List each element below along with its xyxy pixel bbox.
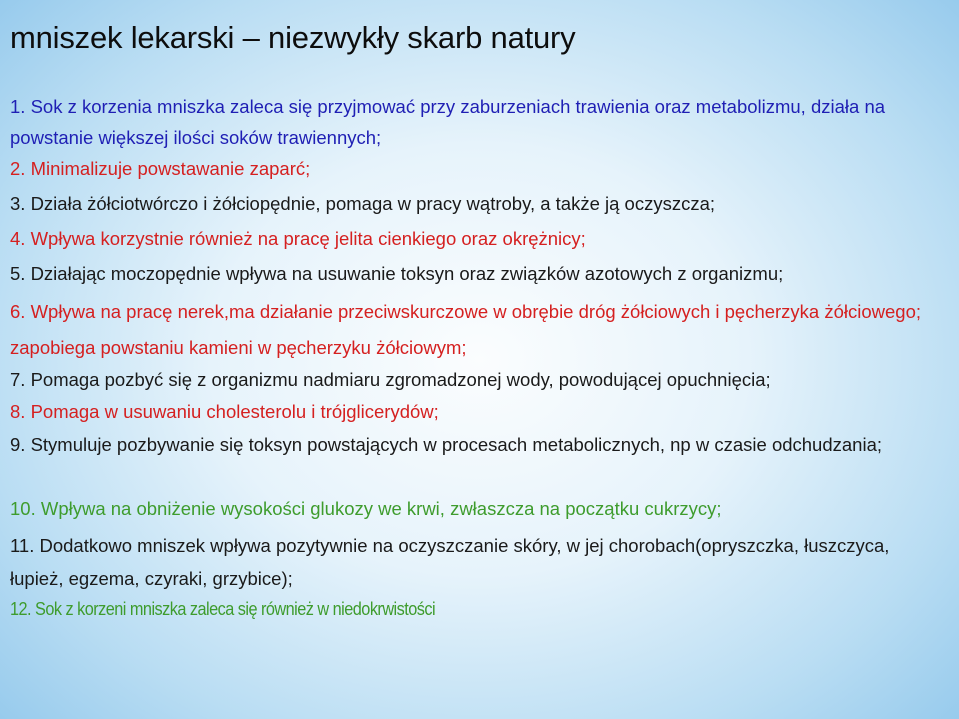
list-item-10: 10. Wpływa na obniżenie wysokości glukozy we krwi, zwłaszcza na początku cukrzycy; (10, 498, 722, 519)
list-item-12: 12. Sok z korzeni mniszka zaleca się również w niedokrwistości (10, 598, 436, 619)
list-item-9: 9. Stymuluje pozbywanie się toksyn powstających w procesach metabolicznych, np w czasie odchudzania; (10, 434, 883, 455)
list-item-8: 8. Pomaga w usuwaniu cholesterolu i trójglicerydów; (10, 401, 439, 422)
slide-title: mniszek lekarski – niezwykły skarb natury (10, 20, 576, 55)
list-item-6: 6. Wpływa na pracę nerek,ma działanie przeciwskurczowe w obrębie dróg żółciowych i pęcherzyka żółciowego; zapobiega powstaniu kamieni w pęcherzyku żółciowym; (10, 301, 922, 358)
list-item-1: 1. Sok z korzenia mniszka zaleca się przyjmować przy zaburzeniach trawienia oraz metabolizmu, działa na powstanie większej ilości soków trawiennych; (10, 96, 886, 148)
list-item-3: 3. Działa żółciotwórczo i żółciopędnie, pomaga w pracy wątroby, a także ją oczyszcza; (10, 193, 716, 214)
list-item-5: 5. Działając moczopędnie wpływa na usuwanie toksyn oraz związków azotowych z organizmu; (10, 263, 784, 284)
list-item-2: 2. Minimalizuje powstawanie zaparć; (10, 158, 311, 179)
list-item-7: 7. Pomaga pozbyć się z organizmu nadmiaru zgromadzonej wody, powodującej opuchnięcia; (10, 369, 771, 390)
list-item-4: 4. Wpływa korzystnie również na pracę jelita cienkiego oraz okrężnicy; (10, 228, 586, 249)
list-item-11: 11. Dodatkowo mniszek wpływa pozytywnie na oczyszczanie skóry, w jej chorobach(opryszczka, łuszczyca, łupież, egzema, czyraki, grzybice); (10, 535, 890, 589)
